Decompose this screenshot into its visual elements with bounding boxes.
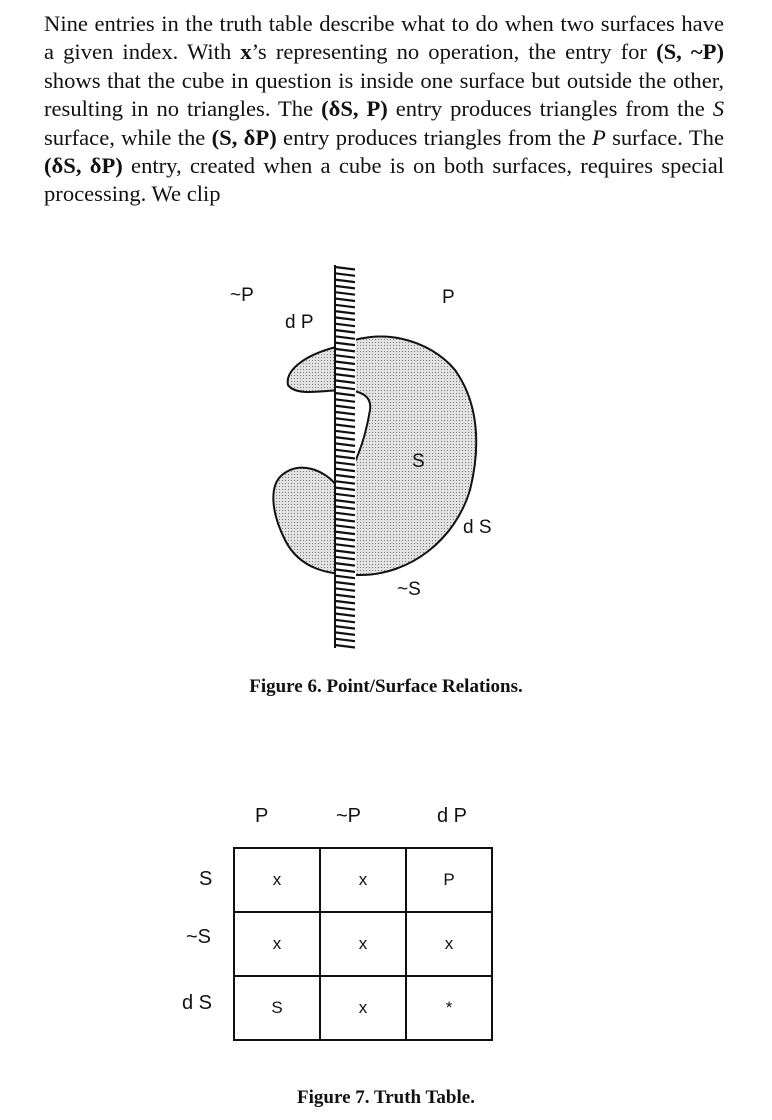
row-header-s: S bbox=[199, 868, 213, 890]
label-d-p: d P bbox=[285, 312, 314, 333]
label-not-s: ~S bbox=[397, 579, 421, 600]
label-not-p: ~P bbox=[230, 285, 254, 306]
surface-p-boundary-hatched bbox=[334, 265, 356, 648]
table-row bbox=[234, 848, 492, 912]
table-cell: x bbox=[320, 912, 406, 976]
col-header-not-p: ~P bbox=[336, 805, 362, 827]
table-row bbox=[234, 912, 492, 976]
table-cell: S bbox=[234, 976, 320, 1040]
truth-table bbox=[233, 847, 493, 1041]
table-cell: x bbox=[320, 976, 406, 1040]
label-s: S bbox=[412, 451, 425, 472]
table-row bbox=[234, 976, 492, 1040]
table-cell: P bbox=[406, 848, 492, 912]
label-d-s: d S bbox=[463, 517, 492, 538]
table-cell: x bbox=[320, 848, 406, 912]
col-header-p: P bbox=[255, 805, 269, 827]
col-header-d-p: d P bbox=[437, 805, 468, 827]
table-cell: x bbox=[406, 912, 492, 976]
body-paragraph: Nine entries in the truth table describe what to do when two surfaces have a given index. With x’s representing no operation, the entry for (S, ~P) shows that the cube in question is inside one surface but outside the other, resulting in no triangles. The (δS, P) entry produces triangles from the S surface, while the (S, δP) entry produces triangles from the P surface. The (δS, δP) entry, created when a cube is on both surfaces, requires special processing. We clip bbox=[44, 11, 724, 207]
surface-s-blob bbox=[273, 337, 476, 575]
figure6-caption: Figure 6. Point/Surface Relations. bbox=[249, 676, 523, 697]
table-cell: * bbox=[406, 976, 492, 1040]
table-cell: x bbox=[234, 848, 320, 912]
figure7-caption: Figure 7. Truth Table. bbox=[297, 1087, 475, 1108]
label-p: P bbox=[442, 287, 455, 308]
table-cell: x bbox=[234, 912, 320, 976]
row-header-not-s: ~S bbox=[186, 926, 212, 948]
row-header-d-s: d S bbox=[182, 992, 213, 1014]
